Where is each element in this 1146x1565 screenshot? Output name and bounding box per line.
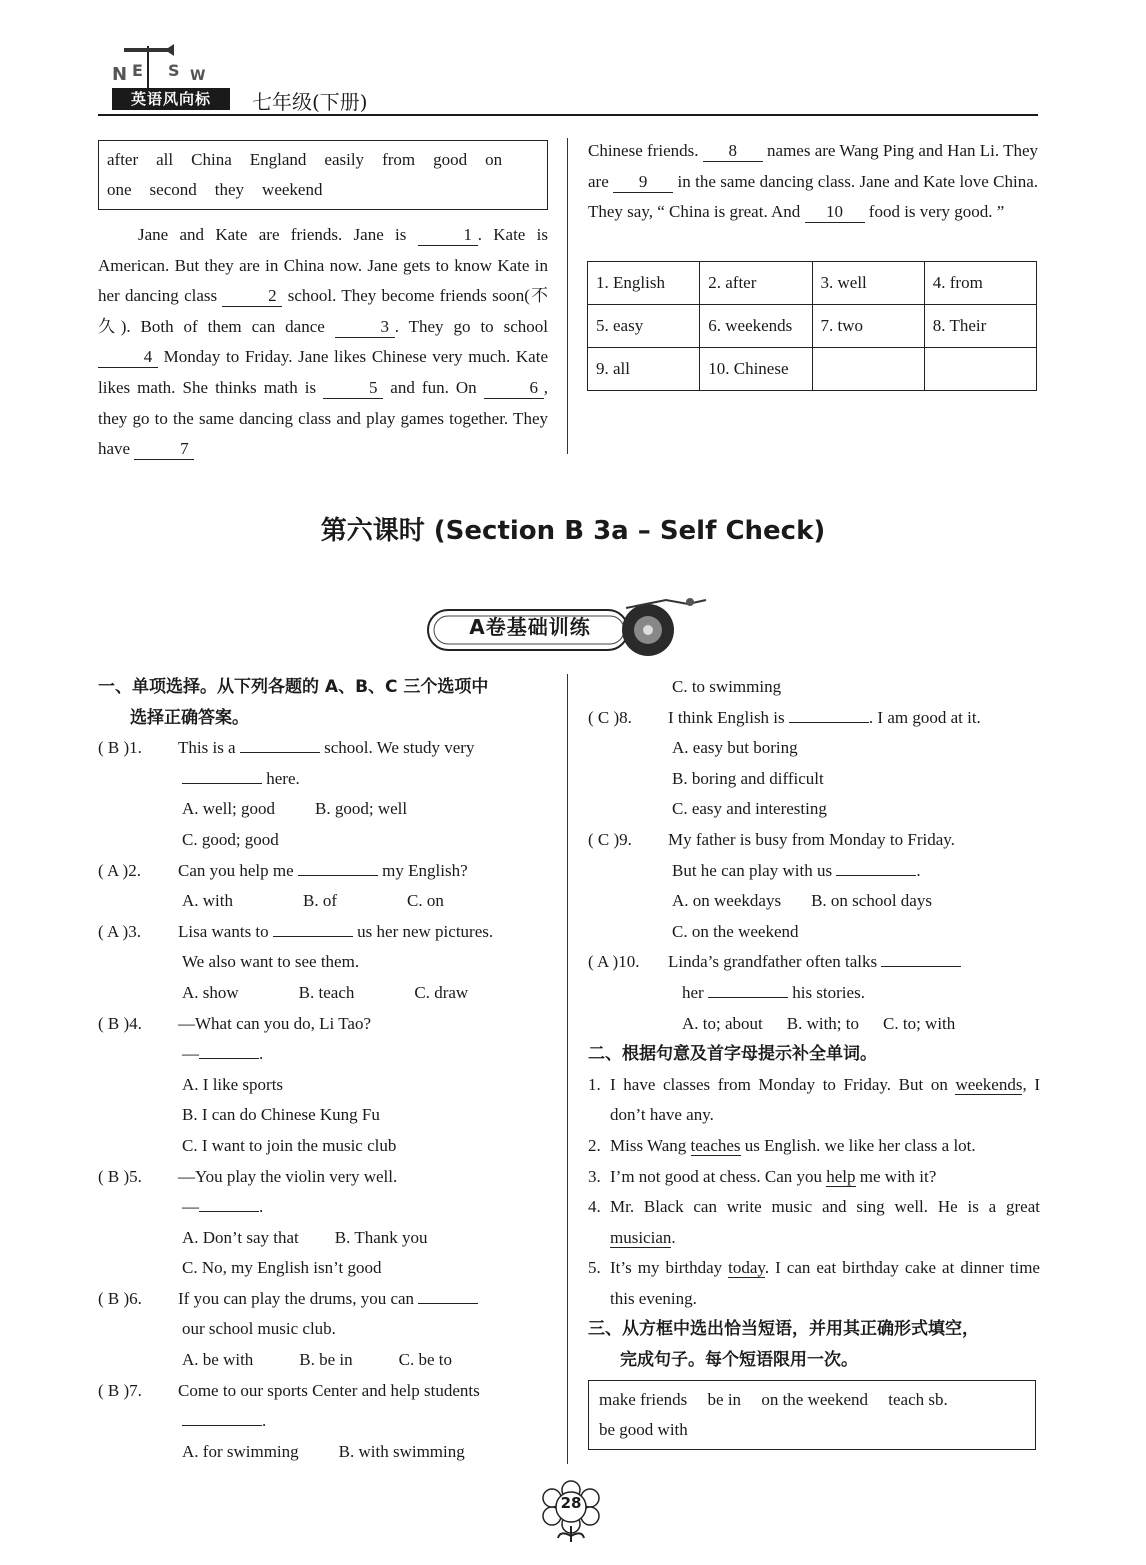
fill-blank[interactable] xyxy=(418,1285,478,1304)
question-item xyxy=(588,825,1040,856)
question-item xyxy=(588,703,1040,734)
item-number: 2. xyxy=(588,1135,601,1155)
option-row xyxy=(98,794,550,825)
option[interactable]: A. I like sports xyxy=(182,1074,284,1094)
heading-line: 完成句子。每个短语限用一次。 xyxy=(620,1350,858,1371)
word-box-item: all xyxy=(156,150,174,169)
answer-blank[interactable]: 10 xyxy=(805,202,865,223)
page-number: 28 xyxy=(560,1494,582,1512)
option[interactable]: C. on xyxy=(407,891,444,911)
item-number: 1. xyxy=(588,1074,601,1094)
stem-text: If you can play the drums, you can xyxy=(178,1288,419,1308)
stem-text: Linda’s grandfather often talks xyxy=(668,952,882,972)
answer-cell: 4. from xyxy=(924,262,1036,305)
passage-segment: . They go to school xyxy=(394,316,548,336)
fill-blank[interactable] xyxy=(836,857,916,876)
word-box-item: second xyxy=(149,180,197,199)
word-box-item: on xyxy=(485,150,503,169)
option[interactable]: C. to swimming xyxy=(672,677,782,696)
table-row xyxy=(588,348,1037,391)
fill-blank[interactable] xyxy=(182,765,262,784)
item-text-segment: me with it? xyxy=(855,1166,937,1186)
stem-text: my English? xyxy=(377,860,468,880)
item-number: 3. xyxy=(588,1166,601,1186)
item-text xyxy=(610,1253,1040,1314)
question-item xyxy=(98,856,550,887)
phrase-item: teach sb. xyxy=(888,1389,948,1409)
question-stem: —You play the violin very well. xyxy=(178,1166,398,1186)
option-row xyxy=(98,886,550,917)
passage-segment: food is very good. ” xyxy=(864,202,1005,222)
option-row xyxy=(98,1437,550,1468)
option[interactable]: B. I can do Chinese Kung Fu xyxy=(182,1105,380,1125)
answer-blank[interactable]: 9 xyxy=(613,172,673,193)
fill-blank[interactable] xyxy=(789,704,869,723)
fill-item xyxy=(588,1162,1040,1193)
part1-heading xyxy=(98,672,550,733)
question-item xyxy=(98,1162,550,1193)
option[interactable]: A. well; good xyxy=(182,799,276,819)
item-text-segment: . xyxy=(671,1227,676,1247)
grade-label: 七年级(下册) xyxy=(252,90,368,114)
svg-text:E: E xyxy=(132,61,143,80)
stem-text: But he can play with us xyxy=(672,860,837,880)
heading-line: 三、从方框中选出恰当短语，并用其正确形式填空， xyxy=(588,1319,979,1340)
answer-blank[interactable]: 2 xyxy=(222,286,282,307)
question-stem: Come to our sports Center and help students xyxy=(178,1380,480,1400)
stem-text: school. We study very xyxy=(319,738,475,758)
word-box-item: after xyxy=(107,150,139,169)
column-divider xyxy=(567,674,568,1464)
part3-heading xyxy=(588,1314,1040,1375)
stem-text: Lisa wants to xyxy=(178,921,273,941)
question-item xyxy=(588,947,1040,978)
item-text-segment: . I can eat birthday cake at dinner time this evening. xyxy=(610,1258,1040,1308)
option[interactable]: B. of xyxy=(303,891,337,911)
question-stem-continued: — . xyxy=(98,1192,550,1223)
option-row xyxy=(588,1009,1040,1040)
passage-right-column xyxy=(588,136,1038,228)
answer-mark: ( B )6. xyxy=(98,1288,142,1308)
answer-cell: 5. easy xyxy=(588,305,700,348)
question-item xyxy=(98,917,550,948)
item-text xyxy=(610,1070,1040,1131)
brand-label: 英语风向标 xyxy=(112,88,230,110)
section-title: 第六课时 (Section B 3a – Self Check) xyxy=(320,516,826,546)
item-text xyxy=(610,1131,1040,1162)
question-item xyxy=(98,1376,550,1407)
fill-blank[interactable] xyxy=(199,1193,259,1212)
badge-label: A卷基础训练 xyxy=(469,615,591,639)
option[interactable]: B. teach xyxy=(298,982,355,1002)
answer-blank[interactable]: 3 xyxy=(335,317,395,338)
option[interactable]: A. on weekdays xyxy=(672,891,782,911)
stem-text: his stories. xyxy=(787,982,865,1002)
word-box-item: they xyxy=(214,180,245,199)
option[interactable]: C. No, my English isn’t good xyxy=(182,1258,382,1278)
phrase-item: on the weekend xyxy=(761,1389,868,1409)
table-row xyxy=(588,305,1037,348)
fill-blank[interactable] xyxy=(199,1040,259,1059)
answer-mark: ( B )7. xyxy=(98,1380,142,1400)
fill-item xyxy=(588,1070,1040,1131)
heading-line: 选择正确答案。 xyxy=(130,707,249,728)
option-row xyxy=(98,1223,550,1254)
option[interactable]: C. good; good xyxy=(182,829,279,849)
word-box-item: China xyxy=(191,150,232,169)
answer-blank[interactable]: 7 xyxy=(134,439,194,460)
option[interactable]: B. on school days xyxy=(811,891,932,911)
passage-segment: school. They become friends soon(不久). Both of them can dance xyxy=(98,286,548,336)
fill-blank[interactable] xyxy=(881,948,961,967)
filled-word[interactable]: today xyxy=(728,1258,765,1278)
option[interactable]: A. be with xyxy=(182,1350,254,1370)
fill-item xyxy=(588,1192,1040,1253)
passage-segment: names are Wang Ping and Han Li. They are xyxy=(588,141,1038,191)
question-stem-continued: — . xyxy=(98,1039,550,1070)
column-divider xyxy=(567,138,568,454)
answer-mark: ( A )10. xyxy=(588,952,640,972)
option[interactable]: C. on the weekend xyxy=(672,921,799,941)
answer-mark: ( B )5. xyxy=(98,1166,142,1186)
passage-text xyxy=(98,220,548,465)
filled-word[interactable]: teaches xyxy=(690,1135,741,1155)
answer-mark: ( B )1. xyxy=(98,738,142,758)
svg-text:S: S xyxy=(168,61,180,80)
answer-cell: 1. English xyxy=(588,262,700,305)
option[interactable]: B. with; to xyxy=(786,1013,860,1033)
answer-cell: 10. Chinese xyxy=(700,348,812,391)
item-text xyxy=(610,1192,1040,1253)
item-text-segment: Miss Wang xyxy=(610,1135,691,1155)
question-item xyxy=(98,1009,550,1040)
question-stem xyxy=(178,856,550,887)
answer-cell: 6. weekends xyxy=(700,305,812,348)
option[interactable]: A. to; about xyxy=(682,1013,763,1033)
word-box xyxy=(98,140,548,210)
stem-text: . I am good at it. xyxy=(868,707,981,727)
option-row xyxy=(98,1345,550,1376)
item-text-segment: Mr. Black can write music and sing well. He is a great xyxy=(610,1197,1040,1217)
filled-word[interactable]: weekends xyxy=(955,1074,1023,1094)
passage-segment: . Kate is American. But they are in China now. Jane gets to know Kate in her dancing class xyxy=(98,225,548,306)
heading-line: 一、单项选择。从下列各题的 A、B、C 三个选项中 xyxy=(98,677,489,697)
stem-text: — xyxy=(182,1044,199,1064)
fill-blank[interactable] xyxy=(240,734,320,753)
stem-text: This is a xyxy=(178,738,240,758)
answer-cell: 7. two xyxy=(812,305,924,348)
fill-blank[interactable] xyxy=(708,979,788,998)
phrase-box xyxy=(588,1380,1036,1450)
stem-text: . xyxy=(916,860,921,880)
answer-blank[interactable]: 4 xyxy=(98,347,158,368)
question-stem xyxy=(668,703,1040,734)
item-text-segment: us English. we like her class a lot. xyxy=(740,1135,976,1155)
answer-cell: 3. well xyxy=(812,262,924,305)
stem-text: her xyxy=(682,982,708,1002)
word-box-item: England xyxy=(249,150,307,169)
fill-blank[interactable] xyxy=(182,1407,262,1426)
filled-word[interactable]: help xyxy=(826,1166,856,1186)
fill-item xyxy=(588,1253,1040,1314)
fill-item xyxy=(588,1131,1040,1162)
phrase-item: make friends xyxy=(599,1389,688,1409)
answer-blank[interactable]: 6 xyxy=(484,378,544,399)
answer-mark: ( B )4. xyxy=(98,1013,142,1033)
passage-segment: , they go to the same dancing class and play games together. They have xyxy=(98,377,548,459)
passage-segment: Jane and Kate are friends. Jane is xyxy=(138,225,418,244)
passage-segment: and fun. On xyxy=(383,377,484,397)
item-text-segment: I have classes from Monday to Friday. But on xyxy=(610,1074,956,1094)
answer-blank[interactable]: 1 xyxy=(418,225,478,246)
answer-cell: 8. Their xyxy=(924,305,1036,348)
passage-segment: in the same dancing class. Jane and Kate love China. They say, “ China is great. And xyxy=(588,171,1038,222)
answer-mark: ( A )2. xyxy=(98,860,141,880)
stem-text: us her new pictures. xyxy=(352,921,494,941)
option[interactable]: C. be to xyxy=(398,1350,453,1370)
question-item xyxy=(98,733,550,764)
item-text xyxy=(610,1162,1040,1193)
option[interactable]: A. easy but boring xyxy=(672,738,798,758)
stem-text: . xyxy=(262,1411,267,1431)
option-row xyxy=(98,825,550,856)
table-row xyxy=(588,262,1037,305)
fill-blank[interactable] xyxy=(273,918,353,937)
word-box-item: good xyxy=(433,150,468,169)
filled-word[interactable]: musician xyxy=(610,1227,672,1247)
item-text-segment: It’s my birthday xyxy=(610,1258,729,1278)
header-divider xyxy=(98,114,1038,116)
stem-text: Can you help me xyxy=(178,860,298,880)
passage-segment: Chinese friends. xyxy=(588,141,703,160)
option[interactable]: C. I want to join the music club xyxy=(182,1135,397,1155)
option[interactable]: B. with swimming xyxy=(338,1441,465,1461)
option[interactable]: A. for swimming xyxy=(182,1441,299,1461)
option[interactable]: A. show xyxy=(182,982,239,1002)
option[interactable]: C. to; with xyxy=(883,1013,956,1033)
question-stem-continued: our school music club. xyxy=(182,1319,336,1339)
option-row xyxy=(98,978,550,1009)
passage-left-column xyxy=(98,140,548,465)
option[interactable]: A. Don’t say that xyxy=(182,1227,299,1247)
fill-blank[interactable] xyxy=(298,857,378,876)
question-stem xyxy=(178,917,550,948)
answer-cell xyxy=(812,348,924,391)
question-stem xyxy=(178,1284,550,1315)
item-text-segment: , I don’t have any. xyxy=(610,1074,1040,1125)
answer-cell: 2. after xyxy=(700,262,812,305)
item-number: 4. xyxy=(588,1197,601,1217)
question-stem xyxy=(668,947,1040,978)
question-stem-continued xyxy=(588,978,1040,1009)
word-box-item: one xyxy=(107,180,132,199)
question-item xyxy=(98,1284,550,1315)
phrase-item: be good with xyxy=(599,1419,688,1439)
word-box-item: from xyxy=(382,150,416,169)
stem-text: — xyxy=(182,1197,199,1217)
answer-mark: ( A )3. xyxy=(98,921,141,941)
answer-blank[interactable]: 8 xyxy=(703,141,763,162)
option[interactable]: C. easy and interesting xyxy=(672,799,827,819)
answer-mark: ( C )8. xyxy=(588,707,632,727)
option[interactable]: B. good; well xyxy=(315,799,408,819)
item-text-segment: I’m not good at chess. Can you xyxy=(610,1166,827,1186)
option[interactable]: B. Thank you xyxy=(334,1227,428,1247)
option[interactable]: B. boring and difficult xyxy=(672,768,824,788)
svg-text:N: N xyxy=(112,64,128,85)
stem-text: I think English is xyxy=(668,707,789,727)
question-stem-continued xyxy=(588,856,1040,887)
exercise-right-column xyxy=(588,672,1040,1450)
stem-text: here. xyxy=(262,768,300,788)
answer-cell xyxy=(924,348,1036,391)
question-stem: —What can you do, Li Tao? xyxy=(178,1013,371,1033)
word-box-item: easily xyxy=(324,150,365,169)
svg-text:W: W xyxy=(190,68,206,84)
part2-heading: 二、根据句意及首字母提示补全单词。 xyxy=(588,1044,877,1065)
answer-cell: 9. all xyxy=(588,348,700,391)
answer-table xyxy=(587,261,1037,391)
question-stem: My father is busy from Monday to Friday. xyxy=(668,829,955,849)
question-stem-continued: We also want to see them. xyxy=(182,952,360,972)
option[interactable]: B. be in xyxy=(299,1350,353,1370)
option[interactable]: A. with xyxy=(182,891,233,911)
question-stem-continued xyxy=(98,1406,550,1437)
item-number: 5. xyxy=(588,1258,601,1278)
option[interactable]: C. draw xyxy=(414,982,469,1002)
question-stem xyxy=(178,733,550,764)
answer-mark: ( C )9. xyxy=(588,829,632,849)
word-box-item: weekend xyxy=(262,180,323,199)
question-stem-continued xyxy=(98,764,550,795)
phrase-item: be in xyxy=(707,1389,742,1409)
option-row xyxy=(588,886,1040,917)
answer-blank[interactable]: 5 xyxy=(323,378,383,399)
passage-segment: Monday to Friday. Jane likes Chinese very much. Kate likes math. She thinks math is xyxy=(98,347,548,397)
exercise-left-column xyxy=(98,672,550,1467)
